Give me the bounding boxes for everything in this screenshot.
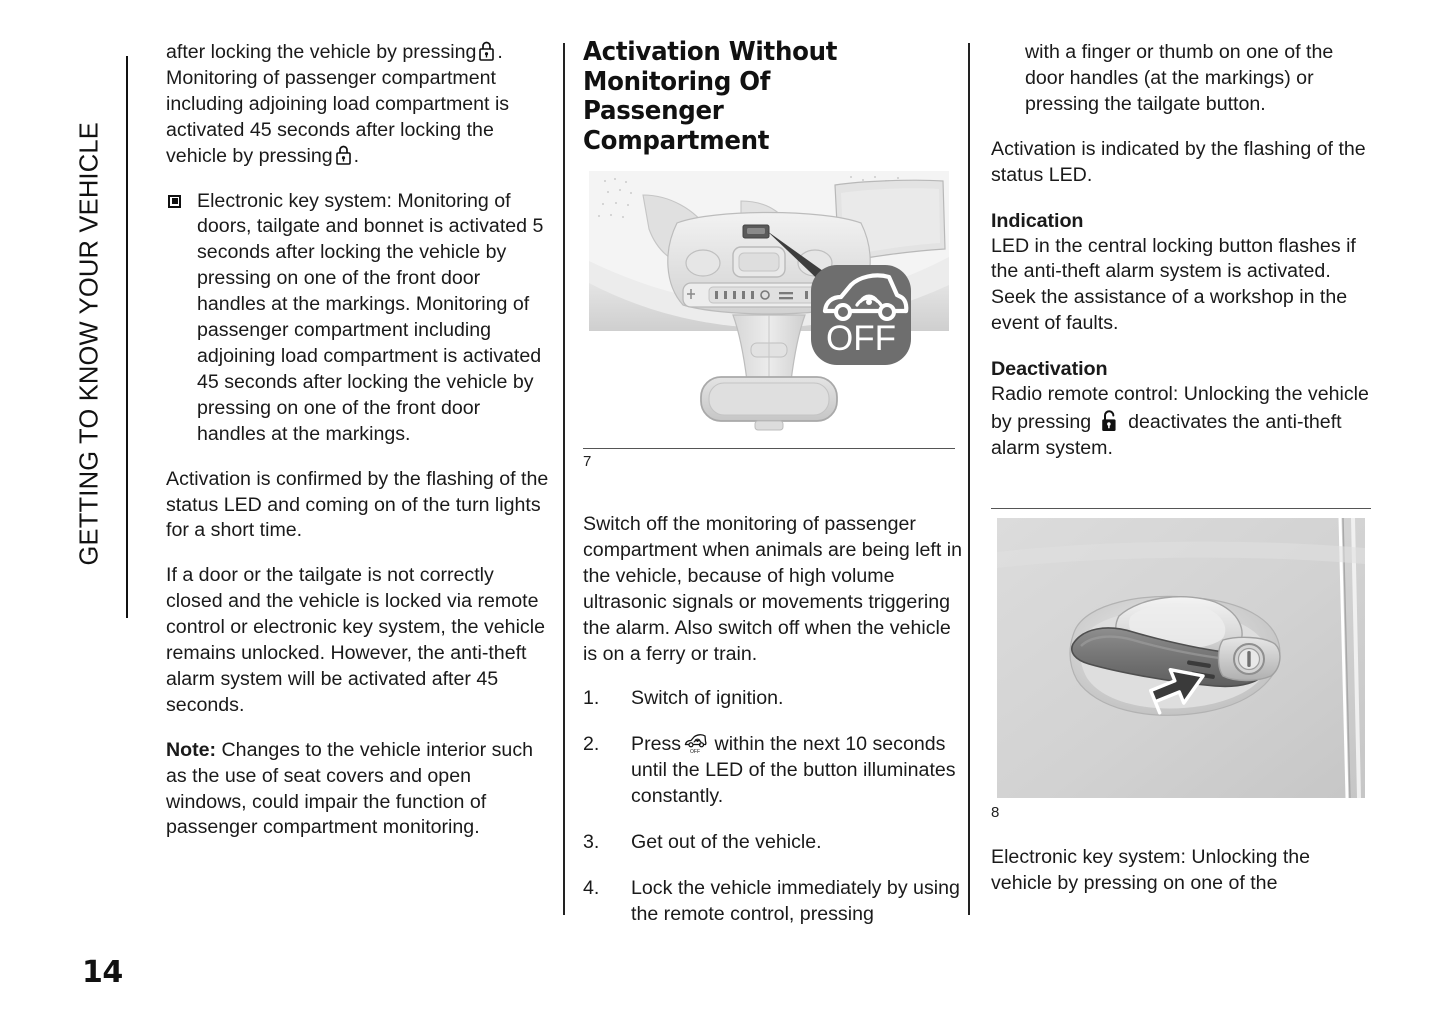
- step-text-before: Press: [631, 733, 682, 756]
- column-two: [583, 512, 963, 948]
- step-number: 2.: [583, 733, 600, 756]
- step-text: Get out of the vehicle.: [631, 831, 822, 854]
- paragraph-activation-confirmed: Activation is confirmed by the flashing of the status LED and coming on of the turn lights for a short time.: [166, 467, 549, 542]
- list-item-text: Electronic key system: Monitoring of doors, tailgate and bonnet is activated 5 seconds after locking the vehicle by pressing on one of the front door handles at the markings. Monitoring of passenger compartment including adjoining load compartment is activated 45 seconds after locking the vehicle by pressing on one of the front door handles at the markings.: [197, 189, 544, 445]
- padlock-closed-icon: [478, 40, 495, 62]
- overhead-console-illustration: [583, 165, 955, 440]
- running-head-text: GETTING TO KNOW YOUR VEHICLE: [75, 122, 104, 566]
- paragraph-deactivation: [991, 382, 1373, 462]
- para1-part-c: .: [353, 144, 360, 167]
- column-divider-1: [563, 43, 565, 915]
- door-handle-illustration: [991, 512, 1371, 804]
- deactivation-part-a: Radio remote control: Unlocking the vehicle by pressing: [991, 383, 1369, 434]
- page-number: 14: [82, 955, 123, 990]
- para1-part-b: . Monitoring of passenger compartment including adjoining load compartment is activated 45 seconds after locking the vehicle by pressing: [166, 41, 510, 167]
- numbered-step: [583, 732, 963, 810]
- list-item: [166, 189, 551, 448]
- padlock-closed-icon: [335, 144, 352, 166]
- figure-image: [583, 165, 955, 440]
- deactivation-part-b: deactivates the anti-theft alarm system.: [991, 411, 1342, 459]
- step-number: 4.: [583, 876, 600, 899]
- paragraph-note: [166, 738, 551, 842]
- figure-caption: 7: [583, 453, 592, 470]
- column-three: [991, 40, 1373, 481]
- note-label: Note:: [166, 738, 217, 761]
- step-text: Switch of ignition.: [631, 687, 784, 710]
- section-heading: Activation Without Monitoring Of Passenger Compartment: [583, 37, 838, 156]
- figure-caption: 8: [991, 804, 1000, 821]
- paragraph-door-not-closed: If a door or the tailgate is not correctly closed and the vehicle is locked via remote control or electronic key system, the vehicle remains unlocked. However, the anti-theft alarm system will be activated after 45 seconds.: [166, 564, 545, 716]
- paragraph-electronic-key-unlock: Electronic key system: Unlocking the vehicle by pressing on one of the: [991, 846, 1311, 894]
- badge-off-text: OFF: [826, 319, 896, 358]
- svg-text:OFF: OFF: [690, 749, 701, 755]
- paragraph-indication-led: LED in the central locking button flashes if the anti-theft alarm system is activated.: [991, 234, 1356, 283]
- padlock-open-icon: [1100, 408, 1120, 434]
- paragraph-switch-off: Switch off the monitoring of passenger compartment when animals are being left in the vehicle, because of high volume ultrasonic signals or movements triggering the alarm. Also switch off when the vehicle is on a ferry or train.: [583, 513, 963, 665]
- step-text: Lock the vehicle immediately by using the remote control, pressing: [631, 876, 960, 925]
- numbered-step: [583, 876, 963, 928]
- step-number: 3.: [583, 831, 600, 854]
- column-divider-2: [968, 43, 970, 915]
- paragraph-continuation-handles: with a finger or thumb on one of the door handles (at the markings) or pressing the tailgate button.: [1025, 41, 1334, 115]
- step-text-after: within the next 10 seconds until the LED of the button illuminates constantly.: [631, 733, 956, 808]
- subheading-deactivation: Deactivation: [991, 358, 1108, 381]
- figure-rule: [583, 448, 955, 449]
- para1-part-a: after locking the vehicle by pressing: [166, 41, 477, 63]
- numbered-step: [583, 830, 963, 856]
- figure-overhead-console: [583, 165, 955, 470]
- figure-image: [991, 512, 1371, 804]
- running-head-rule: [126, 56, 128, 618]
- car-alarm-off-icon: [683, 734, 707, 754]
- car-alarm-off-badge: [811, 265, 911, 365]
- paragraph-indication-workshop: Seek the assistance of a workshop in the event of faults.: [991, 286, 1348, 335]
- paragraph-continuation: [166, 40, 551, 170]
- figure-rule-top: [991, 508, 1371, 509]
- square-bullet-icon: [168, 195, 181, 208]
- figure-door-handle: [991, 508, 1371, 821]
- subheading-indication: Indication: [991, 209, 1084, 232]
- column-three-bottom: [991, 845, 1373, 916]
- note-text: Changes to the vehicle interior such as the use of seat covers and open windows, could impair the function of passenger compartment monitoring.: [166, 738, 534, 839]
- numbered-step: [583, 686, 963, 712]
- paragraph-activation-indicated: Activation is indicated by the flashing of the status LED.: [991, 137, 1366, 186]
- step-number: 1.: [583, 687, 600, 710]
- column-one: [166, 40, 551, 860]
- running-head-tab: [0, 28, 140, 608]
